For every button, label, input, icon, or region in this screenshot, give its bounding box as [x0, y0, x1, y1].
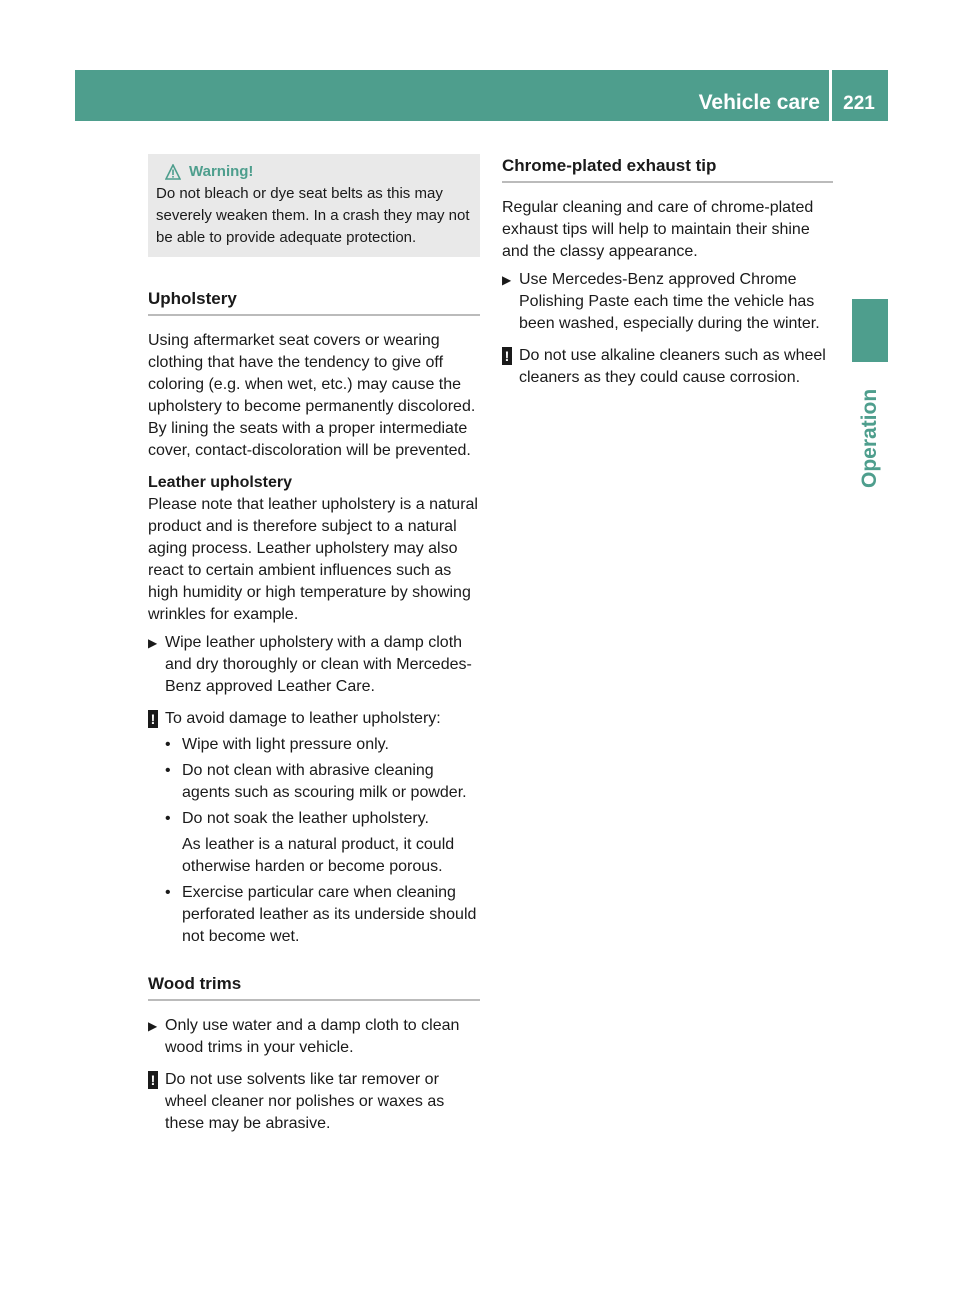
- upholstery-heading: Upholstery: [148, 287, 480, 316]
- bullet-extra-text: As leather is a natural product, it could otherwise harden or become porous.: [182, 836, 455, 875]
- bullet-icon: •: [165, 762, 171, 779]
- leather-bullet-list: [165, 734, 480, 948]
- warning-heading: [165, 161, 472, 183]
- chrome-note-text: Do not use alkaline cleaners such as wheel cleaners as they could cause corrosion.: [519, 347, 826, 386]
- chapter-label: Operation: [858, 388, 881, 488]
- header-divider: [829, 70, 832, 121]
- warning-title: Warning!: [189, 163, 254, 180]
- leather-note: [148, 708, 480, 730]
- chrome-step: [502, 269, 833, 335]
- chrome-heading: Chrome-plated exhaust tip: [502, 154, 833, 183]
- note-exclamation-icon: !: [148, 1071, 158, 1089]
- chrome-intro: Regular cleaning and care of chrome-plated exhaust tips will help to maintain their shine and the classy appearance.: [502, 199, 814, 260]
- header-bar: [75, 70, 888, 121]
- right-column: [502, 154, 833, 389]
- wood-note-text: Do not use solvents like tar remover or wheel cleaner nor polishes or waxes as these may be abrasive.: [165, 1071, 445, 1132]
- leather-note-text: To avoid damage to leather upholstery:: [165, 710, 441, 727]
- leather-heading: Leather upholstery: [148, 474, 293, 491]
- wood-step: [148, 1015, 480, 1059]
- list-item: • Exercise particular care when cleaning perforated leather as its underside should not become wet.: [165, 882, 480, 948]
- list-item: • Do not clean with abrasive cleaning agents such as scouring milk or powder.: [165, 760, 480, 804]
- upholstery-intro: Using aftermarket seat covers or wearing clothing that have the tendency to give off coloring (e.g. when wet, etc.) may cause the upholstery to become permanently discolored. By lining the seats with a proper intermediate cover, contact-discoloration will be prevented.: [148, 332, 476, 459]
- page-number: 221: [843, 93, 875, 114]
- warning-text: Do not bleach or dye seat belts as this may severely weaken them. In a crash they may not be able to provide adequate protection.: [156, 185, 470, 246]
- leather-text: Please note that leather upholstery is a natural product and is therefore subject to a natural aging process. Leather upholstery may also react to certain ambient influences such as high humidity or high temperature by showing wrinkles for example.: [148, 496, 478, 623]
- leather-step-text: Wipe leather upholstery with a damp cloth and dry thoroughly or clean with Mercedes-Benz approved Leather Care.: [165, 634, 472, 695]
- chapter-tab: [852, 299, 888, 362]
- bullet-icon: •: [165, 884, 171, 901]
- note-exclamation-icon: !: [148, 710, 158, 728]
- list-item: • Do not soak the leather upholstery. As leather is a natural product, it could otherwise harden or become porous.: [165, 808, 480, 878]
- wood-note: [148, 1069, 480, 1135]
- warning-box: [148, 154, 480, 257]
- leather-step: [148, 632, 480, 698]
- chrome-step-text: Use Mercedes-Benz approved Chrome Polishing Paste each time the vehicle has been washed, especially during the winter.: [519, 271, 820, 332]
- bullet-icon: •: [165, 736, 171, 753]
- wood-trims-heading: Wood trims: [148, 972, 480, 1001]
- step-arrow-icon: ▶: [148, 636, 158, 650]
- bullet-icon: •: [165, 810, 171, 827]
- list-item: • Wipe with light pressure only.: [165, 734, 480, 756]
- note-exclamation-icon: !: [502, 347, 512, 365]
- left-column: [148, 154, 480, 1135]
- section-header-title: Vehicle care: [698, 91, 820, 114]
- step-arrow-icon: ▶: [148, 1019, 158, 1033]
- warning-triangle-icon: [165, 164, 181, 180]
- wood-step-text: Only use water and a damp cloth to clean wood trims in your vehicle.: [165, 1017, 460, 1056]
- chrome-note: [502, 345, 833, 389]
- step-arrow-icon: ▶: [502, 273, 512, 287]
